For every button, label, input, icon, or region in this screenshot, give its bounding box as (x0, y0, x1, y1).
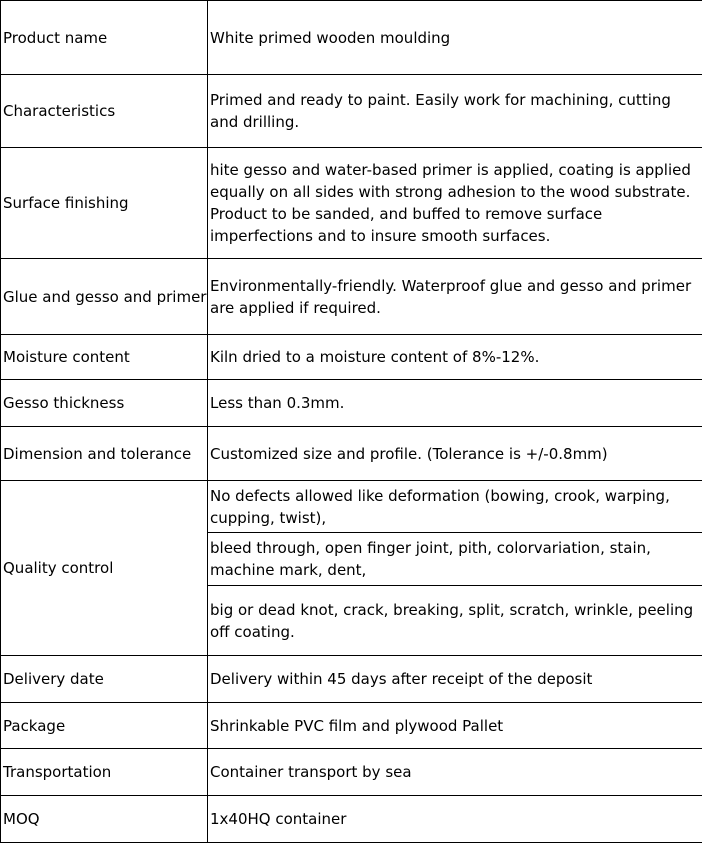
row-label: Characteristics (1, 75, 208, 148)
quality-control-item: No defects allowed like deformation (bowing, crook, warping, cupping, twist), (208, 481, 702, 533)
row-label: Product name (1, 1, 208, 75)
table-row (1, 148, 702, 259)
table-row (1, 796, 702, 843)
row-value: Customized size and profile. (Tolerance is +/-0.8mm) (208, 427, 702, 481)
row-value: Primed and ready to paint. Easily work for machining, cutting and drilling. (208, 75, 702, 148)
row-value: Container transport by sea (208, 749, 702, 796)
table-row (1, 335, 702, 380)
row-label: Delivery date (1, 656, 208, 703)
row-label: Package (1, 703, 208, 749)
row-value: hite gesso and water-based primer is applied, coating is applied equally on all sides with strong adhesion to the wood substrate. Product to be sanded, and buffed to remove surface imperfections and to insure smooth surfaces. (208, 148, 702, 259)
row-label: Dimension and tolerance (1, 427, 208, 481)
table-row (1, 427, 702, 481)
row-value: Shrinkable PVC film and plywood Pallet (208, 703, 702, 749)
row-label: Glue and gesso and primer (1, 259, 208, 335)
table-row (1, 380, 702, 427)
table-row (1, 259, 702, 335)
row-value: 1x40HQ container (208, 796, 702, 843)
row-value: Environmentally-friendly. Waterproof glue and gesso and primer are applied if required. (208, 259, 702, 335)
row-label: Moisture content (1, 335, 208, 380)
row-label: Gesso thickness (1, 380, 208, 427)
row-value: Delivery within 45 days after receipt of the deposit (208, 656, 702, 703)
row-value: Kiln dried to a moisture content of 8%-12%. (208, 335, 702, 380)
table-row (1, 481, 702, 533)
quality-control-label: Quality control (1, 481, 208, 656)
quality-control-item: big or dead knot, crack, breaking, split, scratch, wrinkle, peeling off coating. (208, 586, 702, 656)
row-value: White primed wooden moulding (208, 1, 702, 75)
row-label: MOQ (1, 796, 208, 843)
row-label: Surface finishing (1, 148, 208, 259)
table-row (1, 1, 702, 75)
quality-control-item: bleed through, open finger joint, pith, colorvariation, stain, machine mark, dent, (208, 533, 702, 586)
row-label: Transportation (1, 749, 208, 796)
table-row (1, 703, 702, 749)
row-value: Less than 0.3mm. (208, 380, 702, 427)
table-row (1, 75, 702, 148)
table-row (1, 656, 702, 703)
table-row (1, 749, 702, 796)
